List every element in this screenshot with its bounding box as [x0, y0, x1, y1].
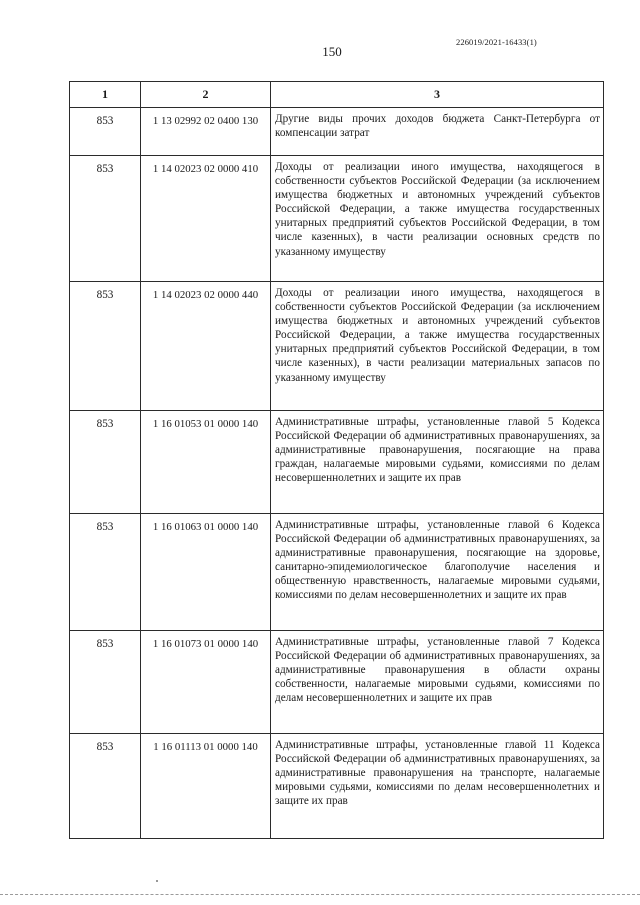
admin-code-cell: 853 — [70, 514, 141, 631]
document-id: 226019/2021-16433(1) — [456, 37, 537, 47]
revenue-code-cell: 1 16 01053 01 0000 140 — [141, 411, 271, 514]
table-row — [70, 734, 604, 839]
admin-code-cell: 853 — [70, 282, 141, 411]
revenue-code-cell: 1 13 02992 02 0400 130 — [141, 108, 271, 156]
revenue-code-cell: 1 14 02023 02 0000 440 — [141, 282, 271, 411]
revenue-code-cell: 1 16 01063 01 0000 140 — [141, 514, 271, 631]
scan-edge-line — [0, 894, 640, 896]
description-cell: Административные штрафы, установленные главой 5 Кодекса Российской Федерации об административных правонарушениях, за административные правонарушения, посягающие на права граждан, налагаемые мировыми судьями, комиссиями по делам несовершеннолетних и защите их прав — [271, 411, 604, 514]
table-row — [70, 631, 604, 734]
page-number: 150 — [322, 44, 342, 59]
revenue-table — [69, 81, 604, 839]
description-cell: Административные штрафы, установленные главой 11 Кодекса Российской Федерации об административных правонарушениях, за административные правонарушения на транспорте, налагаемые мировыми судьями, комиссиями по делам несовершеннолетних и защите их прав — [271, 734, 604, 839]
revenue-code-cell: 1 16 01113 01 0000 140 — [141, 734, 271, 839]
admin-code-cell: 853 — [70, 156, 141, 282]
table-row — [70, 156, 604, 282]
description-cell: Доходы от реализации иного имущества, находящегося в собственности субъектов Российской Федерации (за исключением имущества бюджетных и автономных учреждений субъектов Российской Федерации, а также имущества государственных унитарных предприятий субъектов Российской Федерации, в том числе казенных), в части реализации основных средств по указанному имуществу — [271, 156, 604, 282]
description-cell: Административные штрафы, установленные главой 7 Кодекса Российской Федерации об административных правонарушениях, за административные правонарушения в области охраны собственности, налагаемые мировыми судьями, комиссиями по делам несовершеннолетних и защите их прав — [271, 631, 604, 734]
revenue-code-cell: 1 14 02023 02 0000 410 — [141, 156, 271, 282]
column-header-3: 3 — [271, 82, 604, 108]
admin-code-cell: 853 — [70, 411, 141, 514]
table-header-row — [70, 82, 604, 108]
admin-code-cell: 853 — [70, 108, 141, 156]
admin-code-cell: 853 — [70, 734, 141, 839]
admin-code-cell: 853 — [70, 631, 141, 734]
scan-speck — [156, 880, 158, 882]
column-header-2: 2 — [141, 82, 271, 108]
description-cell: Доходы от реализации иного имущества, находящегося в собственности субъектов Российской Федерации (за исключением имущества бюджетных и автономных учреждений субъектов Российской Федерации, а также имущества государственных унитарных предприятий субъектов Российской Федерации, в том числе казенных), в части реализации материальных запасов по указанному имуществу — [271, 282, 604, 411]
table-row — [70, 514, 604, 631]
description-cell: Другие виды прочих доходов бюджета Санкт-Петербурга от компенсации затрат — [271, 108, 604, 156]
table-row — [70, 411, 604, 514]
table-row — [70, 282, 604, 411]
table-row — [70, 108, 604, 156]
description-cell: Административные штрафы, установленные главой 6 Кодекса Российской Федерации об административных правонарушениях, за административные правонарушения, посягающие на здоровье, санитарно-эпидемиологическое благополучие населения и общественную нравственность, налагаемые мировыми судьями, комиссиями по делам несовершеннолетних и защите их прав — [271, 514, 604, 631]
column-header-1: 1 — [70, 82, 141, 108]
revenue-code-cell: 1 16 01073 01 0000 140 — [141, 631, 271, 734]
